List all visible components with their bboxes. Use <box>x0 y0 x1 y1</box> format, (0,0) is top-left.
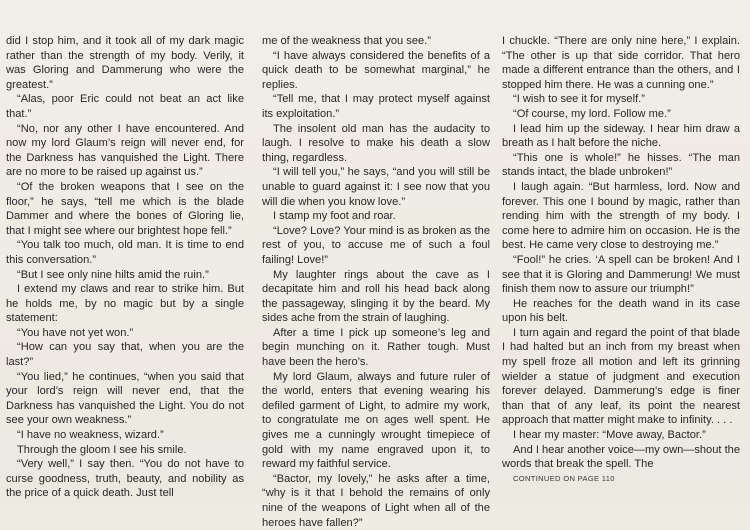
paragraph: “This one is whole!” he hisses. “The man stands intact, the blade unbroken!” <box>502 151 740 179</box>
paragraph: me of the weakness that you see.” <box>262 35 431 47</box>
paragraph: “You talk too much, old man. It is time to end this conversation.” <box>6 239 244 266</box>
paragraph: After a time I pick up someone’s leg and begin munching on it. Rather tough. Must have been the hero’s. <box>262 326 490 369</box>
paragraph: My lord Glaum, always and future ruler of the world, enters that evening wearing his defiled garment of Light, to admire my work, to congratulate me on ages well spent. He gives me a cunningly wrought timepiece of gold with my name engraved upon it, to reward my faithful service. <box>262 370 490 471</box>
paragraph: “I wish to see it for myself.” <box>513 93 645 106</box>
paragraph: “How can you say that, when you are the last?” <box>6 341 244 369</box>
paragraph: My laughter rings about the cave as I decapitate him and roll his head back along the passageway, slinging it by the beard. My sides ache from the strain of laughing. <box>262 268 490 325</box>
paragraph: did I stop him, and it took all of my dark magic rather than the strength of my body. Verily, it was Gloring and Dammerung who were the greatest.” <box>6 35 244 91</box>
paragraph: I laugh again. “But harmless, lord. Now and forever. This one I bound by magic, rather than rending him with the strength of my body. I come here to admire him on occasion. He is the best. He came very close to destroying me.” <box>502 180 740 252</box>
paragraph: “Fool!” he cries. ‘A spell can be broken! And I see that it is Gloring and Dammerung! We must finish them now to assure our triumph!” <box>502 253 740 296</box>
text-column-3 <box>502 34 740 486</box>
paragraph: “Very well,” I say then. “You do not have to curse goodness, truth, beauty, and nobility as the price of a quick death. Just tell <box>6 458 244 500</box>
paragraph: He reaches for the death wand in its case upon his belt. <box>502 297 740 325</box>
paragraph: “You lied,” he continues, “when you said that your lord’s reign will never end, that the Darkness has vanquished the Light. You do not see your own weakness.” <box>6 370 244 427</box>
paragraph: “I have always considered the benefits of a quick death to be somewhat marginal,” he replies. <box>262 49 490 91</box>
continued-on-page-note: CONTINUED ON PAGE 110 <box>513 473 615 483</box>
paragraph: And I hear another voice—my own—shout the words that break the spell. The <box>502 443 740 471</box>
paragraph: Through the gloom I see his smile. <box>17 443 187 456</box>
paragraph: I stamp my foot and roar. <box>273 210 396 223</box>
paragraph: I lead him up the sideway. I hear him draw a breath as I halt before the niche. <box>502 122 740 150</box>
paragraph: I chuckle. “There are only nine here,” I explain. “The other is up that side corridor. That hero made a different entrance than the others, and I stopped him there. He was a cunning one.” <box>502 35 740 91</box>
paragraph: I turn again and regard the point of that blade I had halted but an inch from my breast when my spell froze all motion and left its grinning wielder a statue of judgment and execution forever delayed. Dammerung’s edge is finer than that of any leaf, its point the nearest approach that matter might make to infinity. . . . <box>502 326 740 427</box>
paragraph: “Love? Love? Your mind is as broken as the rest of you, to accuse me of such a foul failing! Love!” <box>262 224 490 266</box>
paragraph: “No, nor any other I have encountered. And now my lord Glaum’s reign will never end, for the Darkness has vanquished the Light. There are no more to be raised up against us.” <box>6 122 244 179</box>
paragraph: “Tell me, that I may protect myself against its exploitation.” <box>262 93 490 120</box>
paragraph: “I have no weakness, wizard.” <box>17 429 164 442</box>
text-column-2 <box>262 34 490 530</box>
paragraph: I hear my master: “Move away, Bactor.” <box>513 429 706 442</box>
text-column-1 <box>6 34 244 501</box>
paragraph: I extend my claws and rear to strike him. But he holds me, by no magic but by a single statement: <box>6 283 244 325</box>
paragraph: “Bactor, my lovely,” he asks after a time, “why is it that I behold the remains of only nine of the weapons of Light when all of the heroes have fallen?” <box>262 472 490 529</box>
paragraph: “Of course, my lord. Follow me.” <box>513 107 671 120</box>
paragraph: “Of the broken weapons that I see on the floor,” he says, “tell me which is the blade Dammer and where the bones of Gloring lie, that I might see where our brightest hope fell.” <box>6 180 244 237</box>
paragraph: “You have not yet won.” <box>17 326 134 339</box>
paragraph: The insolent old man has the audacity to laugh. I resolve to make his death a slow thing, regardless. <box>262 122 490 164</box>
paragraph: “Alas, poor Eric could not beat an act like that.” <box>6 93 244 120</box>
paragraph: “I will tell you,” he says, “and you will still be unable to guard against it: I see now that you will die when you know love.” <box>262 166 490 208</box>
paragraph: “But I see only nine hilts amid the ruin.” <box>17 268 209 281</box>
